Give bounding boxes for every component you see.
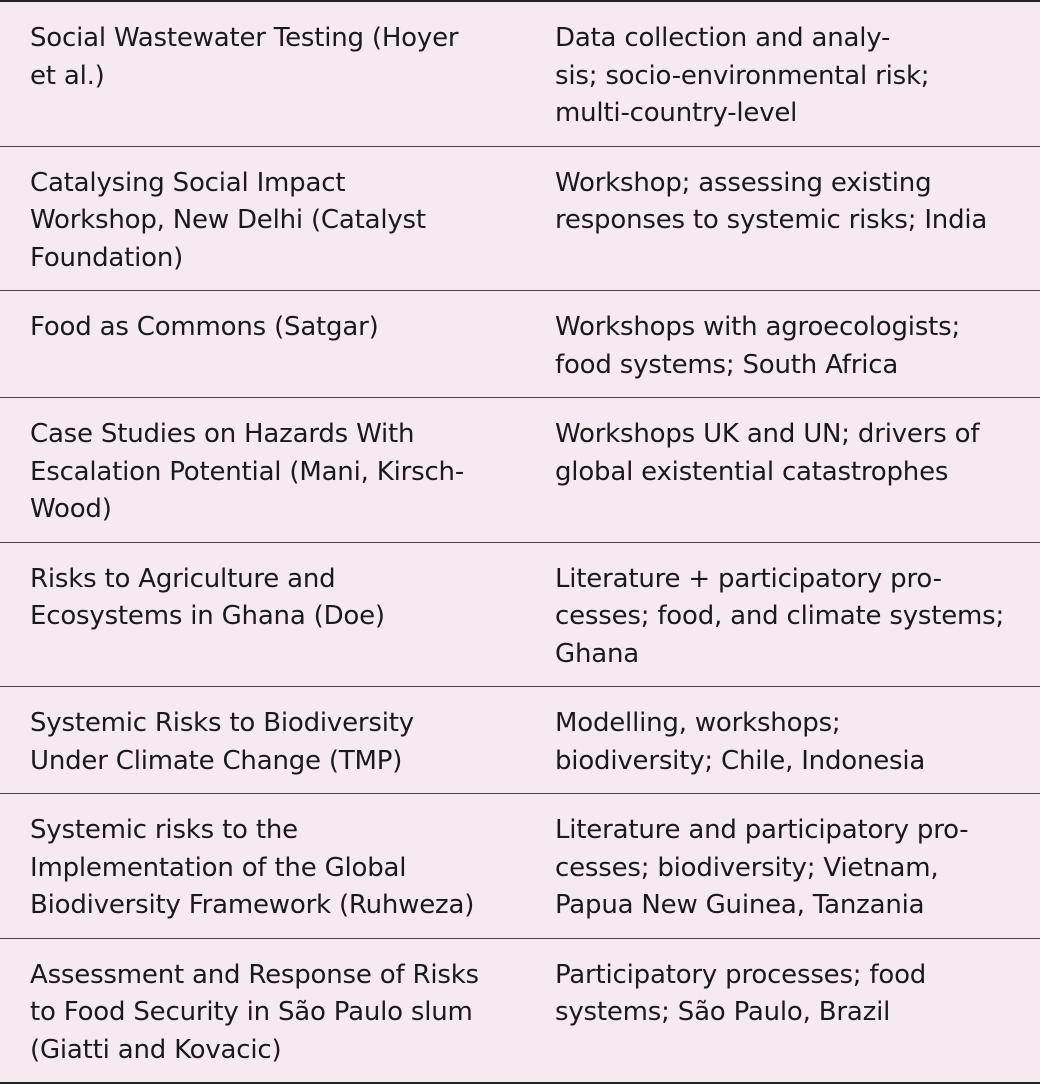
description-cell: Participatory processes; food systems; São Paulo, Brazil	[555, 959, 927, 1027]
table-row	[0, 290, 1040, 397]
description-cell: Modelling, workshops; biodiversity; Chile, Indonesia	[555, 708, 926, 776]
table-row	[0, 793, 1040, 938]
table-row	[0, 542, 1040, 687]
table-row	[0, 938, 1040, 1083]
description-cell: Workshops UK and UN; drivers of global existential catastrophes	[555, 419, 980, 487]
table-row	[0, 146, 1040, 291]
project-cell: Assessment and Response of Risks to Food Security in São Paulo slum (Giatti and Kovacic)	[30, 959, 479, 1065]
project-cell: Catalysing Social Impact Workshop, New Delhi (Catalyst Foundation)	[30, 167, 426, 273]
project-cell: Systemic risks to the Implementation of the Global Biodiversity Framework (Ruhweza)	[30, 815, 475, 920]
project-cell: Food as Commons (Satgar)	[30, 312, 379, 342]
table-row	[0, 686, 1040, 793]
description-cell: Literature and participatory pro- cesses; biodiversity; Vietnam, Papua New Guinea, Tanzania	[555, 815, 969, 920]
description-cell: Literature + participatory pro- cesses; food, and climate systems; Ghana	[555, 563, 1005, 669]
project-cell: Risks to Agriculture and Ecosystems in Ghana (Doe)	[30, 563, 385, 631]
table-row	[0, 2, 1040, 146]
project-cell: Social Wastewater Testing (Hoyer et al.)	[30, 23, 459, 91]
project-cell: Systemic Risks to Biodiversity Under Climate Change (TMP)	[30, 708, 414, 776]
description-cell: Data collection and analy- sis; socio-environmental risk; multi-country-level	[555, 23, 930, 128]
description-cell: Workshop; assessing existing responses to systemic risks; India	[555, 167, 988, 235]
table-row	[0, 397, 1040, 542]
project-cell: Case Studies on Hazards With Escalation Potential (Mani, Kirsch- Wood)	[30, 419, 464, 524]
description-cell: Workshops with agroecologists; food systems; South Africa	[555, 312, 961, 380]
